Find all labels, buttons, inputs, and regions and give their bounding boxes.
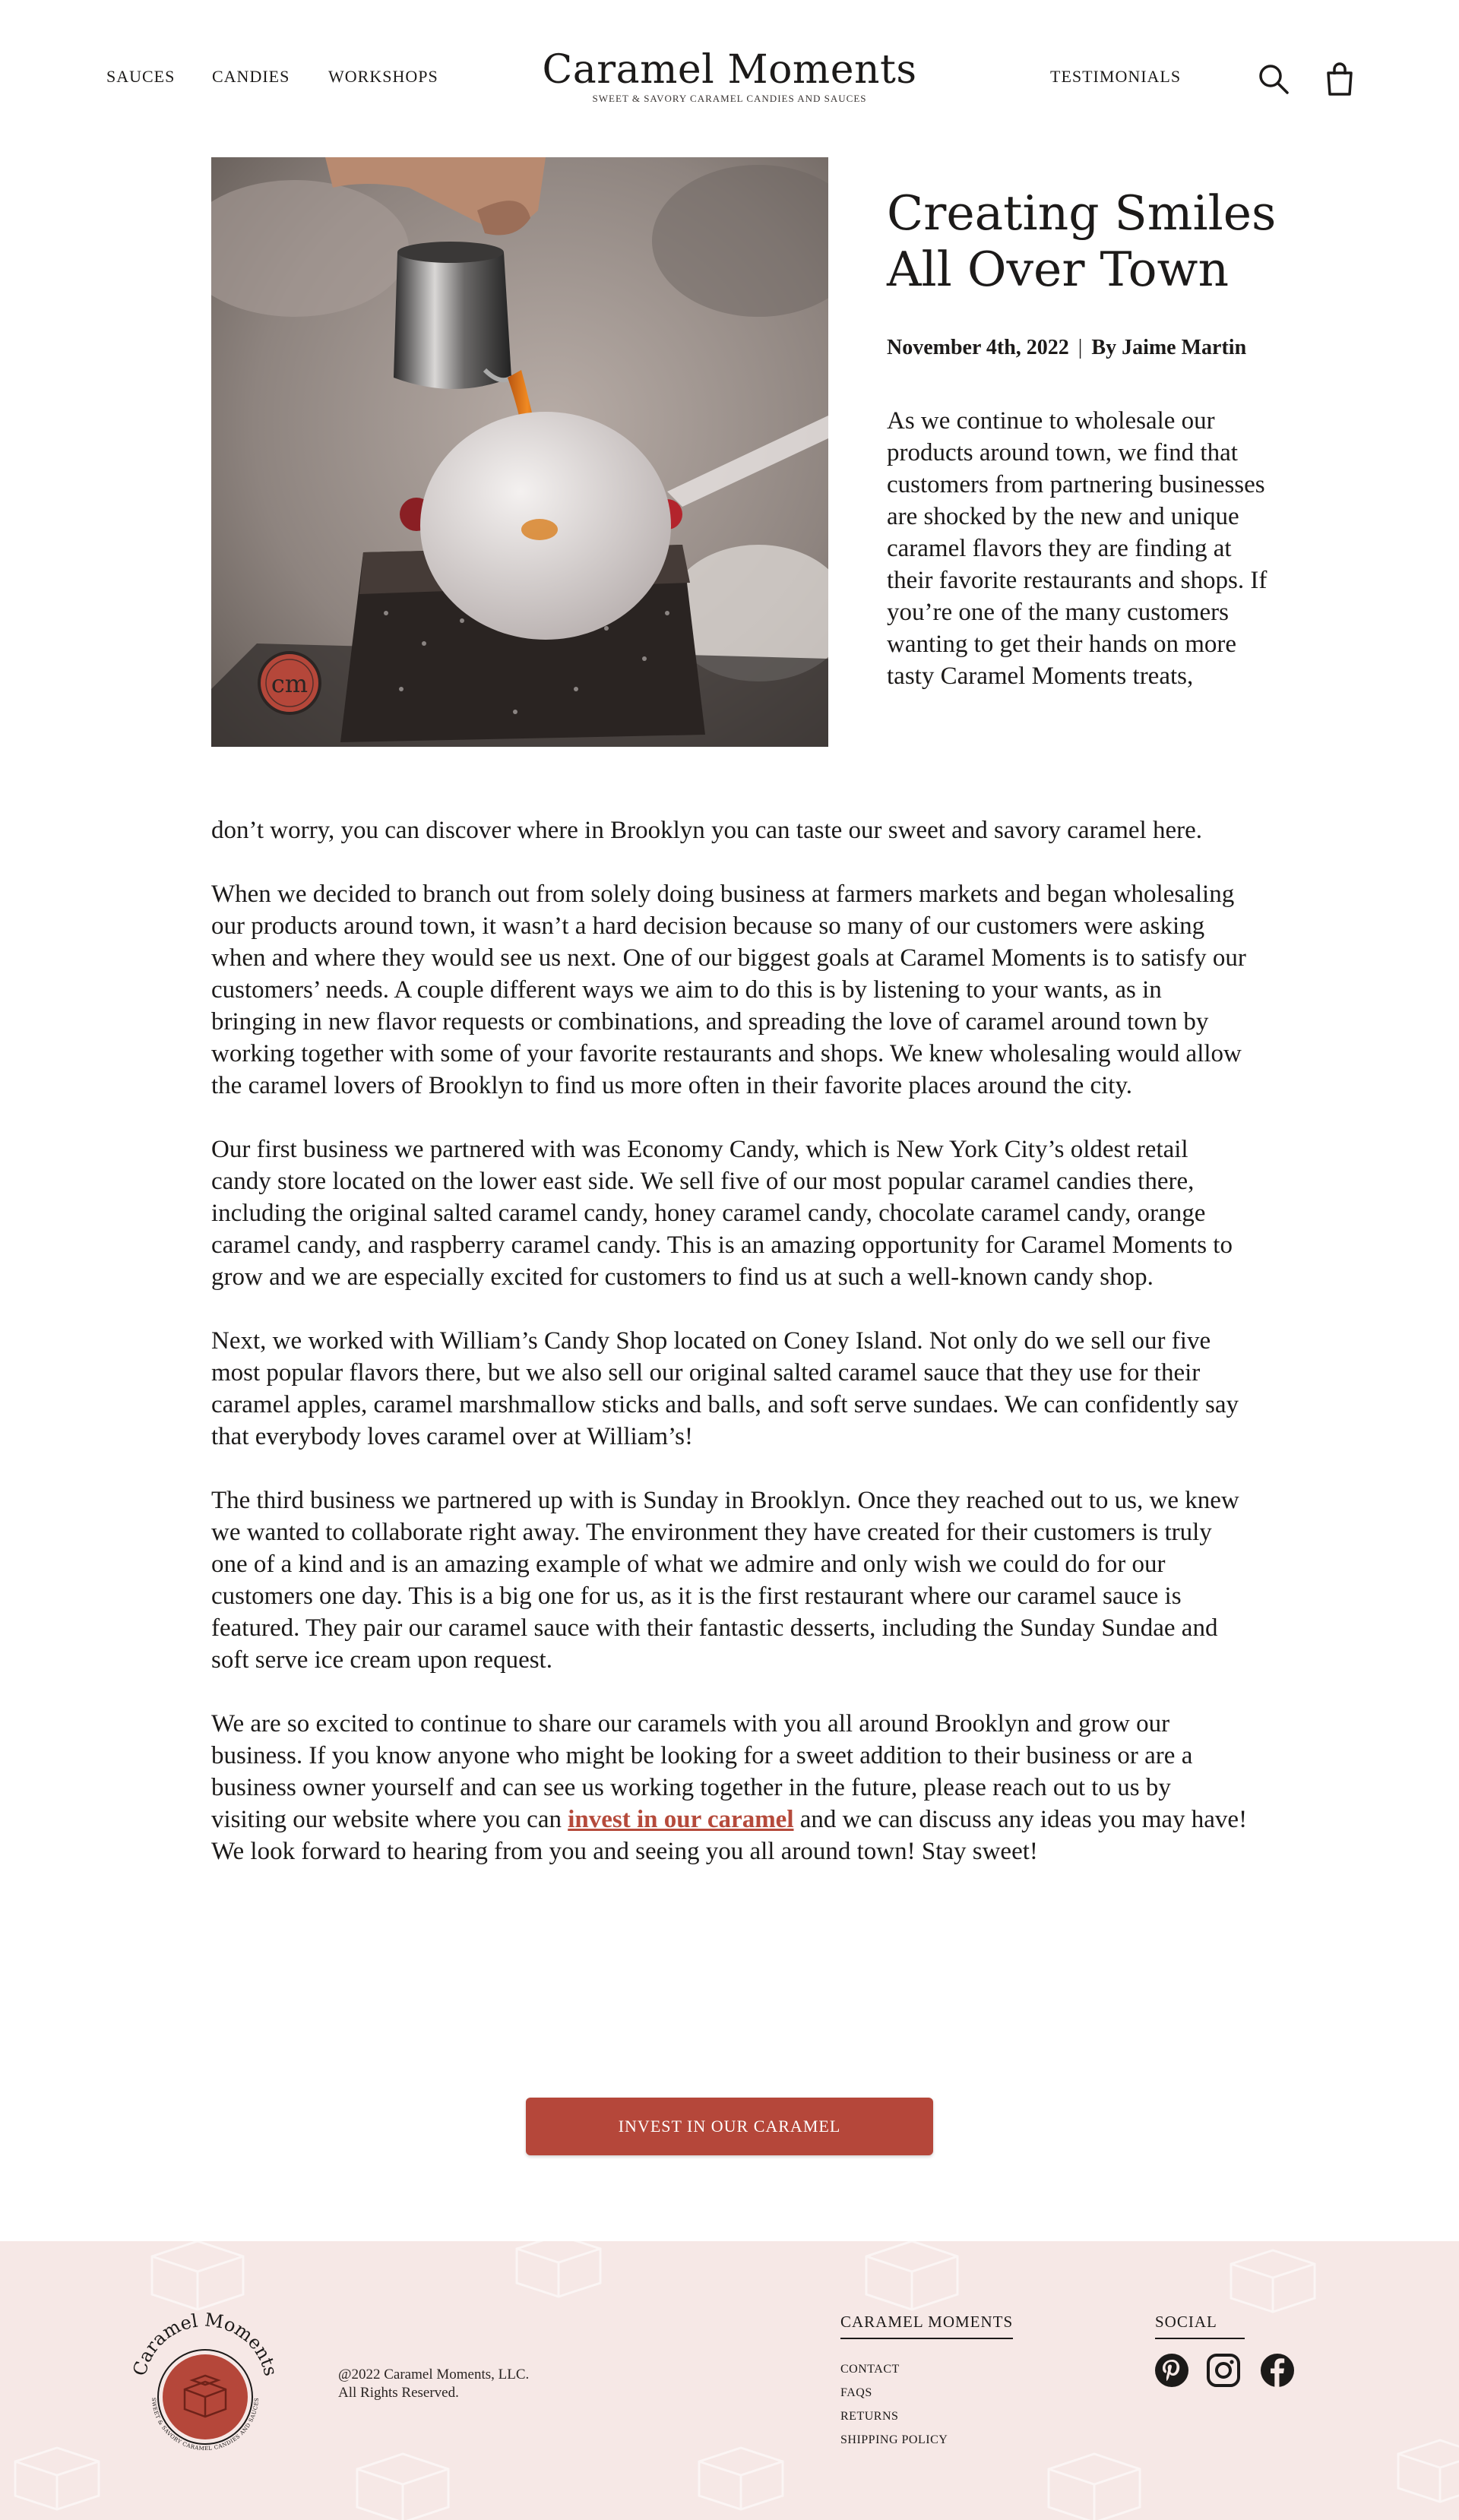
nav-workshops[interactable]: WORKSHOPS	[328, 67, 438, 86]
post-meta	[887, 336, 1246, 360]
article-paragraph: When we decided to branch out from solely doing business at farmers markets and began wholesaling our products around town, it wasn’t a hard decision because so many of our customers were asking when and where they would see us next. One of our biggest goals at Caramel Moments is to satisfy our customers’ needs. A couple different ways we aim to do this is by listening to your wants, as in bringing in new flavor requests or combinations, and spreading the love of caramel around town by working together with some of your favorite restaurants and shops. We knew wholesaling would allow the caramel lovers of Brooklyn to find us more often in their favorite places around the city.	[211, 881, 1246, 1099]
article-paragraph: Next, we worked with William’s Candy Shop located on Coney Island. Not only do we sell our five most popular flavors there, but we also sell our original salted caramel sauce that they use for their caramel apples, caramel marshmallow sticks and balls, and soft serve sundaes. We can confidently say that everybody loves caramel over at William’s!	[211, 1327, 1239, 1450]
hero-image	[211, 157, 828, 747]
footer-link-contact[interactable]: CONTACT	[840, 2363, 900, 2376]
facebook-link[interactable]	[1260, 2353, 1295, 2388]
post-intro: As we continue to wholesale our products around town, we find that customers from partnering businesses are shocked by the new and unique caramel flavors they are finding at their favorite restaurants and shops. If you’re one of the many customers wanting to get their hands on more tasty Caramel Moments treats,	[887, 407, 1268, 690]
post-title: Creating Smiles All Over Town	[887, 185, 1277, 297]
site-logo[interactable]	[532, 47, 927, 105]
copyright-line: @2022 Caramel Moments, LLC.	[338, 2367, 530, 2382]
logo-title: Caramel Moments	[542, 47, 917, 93]
caramel-moments-seal	[125, 2307, 285, 2467]
footer-links	[840, 2357, 948, 2452]
post-date: November 4th, 2022	[887, 336, 1069, 359]
pinterest-link[interactable]	[1154, 2353, 1189, 2388]
nav-testimonials[interactable]: TESTIMONIALS	[1050, 67, 1182, 86]
article-paragraph: don’t worry, you can discover where in Brooklyn you can taste our sweet and savory caramel here.	[211, 817, 1202, 844]
shopping-bag-icon	[1324, 61, 1355, 97]
footer-link-returns[interactable]: RETURNS	[840, 2410, 899, 2423]
footer-col-title-social: SOCIAL	[1155, 2313, 1245, 2339]
invest-button[interactable]: INVEST IN OUR CARAMEL	[526, 2098, 933, 2155]
footer-logo[interactable]	[125, 2307, 285, 2467]
site-header	[0, 0, 1459, 152]
instagram-link[interactable]	[1206, 2353, 1241, 2388]
site-footer	[0, 2241, 1459, 2520]
instagram-icon	[1206, 2353, 1241, 2388]
paragraph-text: and we can discuss any ideas you may have! We look forward to hearing from you and seeing you all around town! Stay sweet!	[211, 1806, 1248, 1865]
article-paragraph: Our first business we partnered with was Economy Candy, which is New York City’s oldest retail candy store located on the lower east side. We sell five of our most popular caramel candies there, including the original salted caramel candy, honey caramel candy, chocolate caramel candy, orange caramel candy, and raspberry caramel candy. This is an amazing opportunity for Caramel Moments to grow and we are especially excited for customers to find us at such a well-known candy shop.	[211, 1136, 1233, 1291]
pinterest-icon	[1154, 2353, 1189, 2388]
article-body	[211, 814, 1252, 1899]
footer-logo-title: Caramel Moments	[128, 2309, 282, 2379]
search-button[interactable]	[1257, 61, 1290, 97]
nav-sauces[interactable]: SAUCES	[106, 67, 176, 86]
footer-col-title-company: CARAMEL MOMENTS	[840, 2313, 1013, 2339]
meta-separator: |	[1078, 336, 1083, 359]
article-paragraph	[211, 1708, 1252, 1867]
footer-link-faqs[interactable]: FAQS	[840, 2386, 872, 2399]
copyright-line: All Rights Reserved.	[338, 2385, 459, 2401]
invest-inline-link[interactable]: invest in our caramel	[568, 1806, 794, 1833]
footer-logo-tagline: SWEET & SAVORY CARAMEL CANDIES AND SAUCES	[150, 2397, 261, 2452]
logo-tagline: SWEET & SAVORY CARAMEL CANDIES AND SAUCES	[592, 93, 867, 104]
cart-button[interactable]	[1324, 61, 1358, 97]
search-icon	[1257, 61, 1290, 97]
copyright	[338, 2366, 529, 2402]
facebook-icon	[1260, 2353, 1295, 2388]
nav-candies[interactable]: CANDIES	[212, 67, 290, 86]
image-badge-text: cm	[271, 669, 309, 698]
footer-link-shipping[interactable]: SHIPPING POLICY	[840, 2433, 948, 2446]
caramel-pour-illustration	[211, 157, 828, 747]
post-author: By Jaime Martin	[1091, 336, 1247, 359]
article-paragraph: The third business we partnered up with is Sunday in Brooklyn. Once they reached out to us, we knew we wanted to collaborate right away. The environment they have created for their customers is truly one of a kind and is an amazing example of what we admire and only wish we could do for our customers one day. This is a big one for us, as it is the first restaurant where our caramel sauce is featured. They pair our caramel sauce with their fantastic desserts, including the Sunday Sundae and soft serve ice cream upon request.	[211, 1487, 1239, 1674]
paragraph-text: We are so excited to continue to share our caramels with you all around Brooklyn and grow our business. If you know anyone who might be looking for a sweet addition to their business or are a business owner yourself and can see us working together in the future, please reach out to us by visiting our website where you can	[211, 1710, 1193, 1833]
